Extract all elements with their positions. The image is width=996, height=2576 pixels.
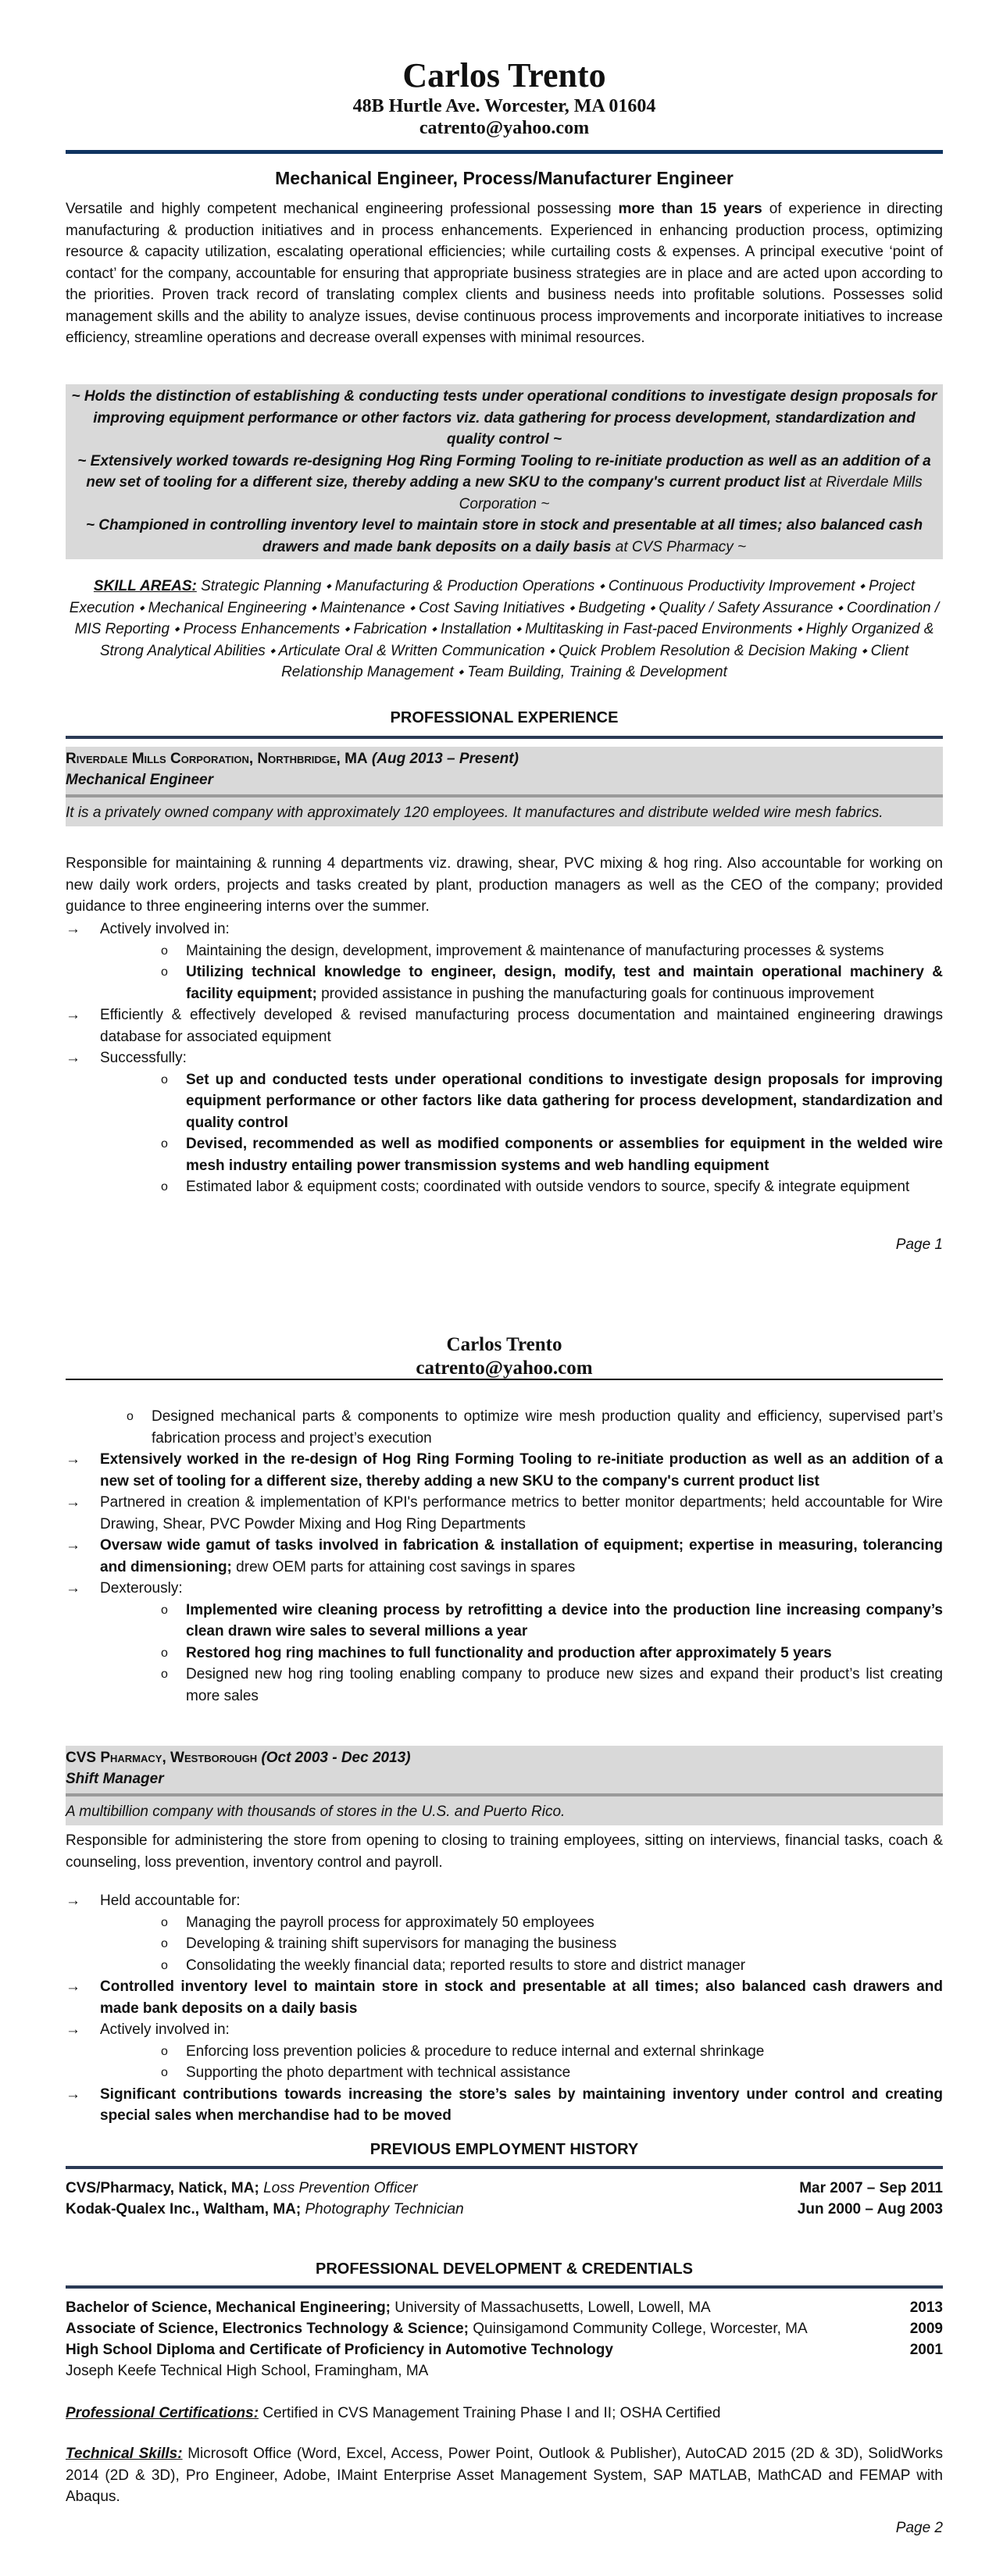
sub-list-item: o Enforcing loss prevention policies & procedure to reduce internal and external shrinkage	[100, 2041, 943, 2063]
summary	[66, 198, 943, 349]
education-row: Bachelor of Science, Mechanical Engineering; University of Massachusetts, Lowell, Lowell, MA 2013	[66, 2297, 943, 2318]
arrow-bullet-icon: →	[66, 1580, 80, 1597]
job-bullets-p2	[66, 1406, 943, 1707]
list-item: → Successfully: o Set up and conducted tests under operational conditions to investigate design proposals for improving equipment performance or other factors like data gathering for process development, standardization and quality control o Devised, recommended as well as modified components or assemblies for equipment in the welded wire mesh industry entailing power transmission systems and web handling equipment o Estimated labor & equipment costs; coordinated with outside vendors to source, specify & integrate equipment	[66, 1047, 943, 1198]
circle-bullet-icon: o	[161, 1958, 168, 1972]
circle-bullet-icon: o	[161, 1180, 168, 1193]
list-item: → Significant contributions towards increasing the store’s sales by maintaining inventory under control and creating special sales when merchandise had to be moved	[66, 2084, 943, 2127]
headline: Mechanical Engineer, Process/Manufacturer Engineer	[275, 168, 734, 188]
certifications: Professional Certifications: Certified in CVS Management Training Phase I and II; OSHA Certified	[66, 2405, 721, 2421]
candidate-name: Carlos Trento	[402, 56, 606, 95]
job-dates: (Aug 2013 – Present)	[367, 751, 519, 767]
circle-bullet-icon: o	[161, 1603, 168, 1617]
employment-row: CVS/Pharmacy, Natick, MA; Loss Prevention Officer Mar 2007 – Sep 2011	[66, 2178, 943, 2199]
circle-bullet-icon: o	[161, 1072, 168, 1086]
section-divider	[66, 736, 943, 739]
job-dates: (Oct 2003 - Dec 2013)	[257, 1750, 411, 1766]
section-title-experience: PROFESSIONAL EXPERIENCE	[390, 709, 619, 726]
circle-bullet-icon: o	[161, 2044, 168, 2058]
list-item: → Actively involved in: o Enforcing loss prevention policies & procedure to reduce internal and external shrinkage o Supporting the photo department with technical assistance	[66, 2019, 943, 2084]
job-title: Mechanical Engineer	[66, 772, 214, 788]
sub-list-item: o Set up and conducted tests under operational conditions to investigate design proposals for improving equipment performance or other factors like data gathering for process development, standardization and quality control	[100, 1069, 943, 1134]
highlights-box	[66, 384, 943, 559]
list-item: → Controlled inventory level to maintain store in stock and presentable at all times; also balanced cash drawers and made bank deposits on a daily basis	[66, 1976, 943, 2019]
arrow-bullet-icon: →	[66, 1050, 80, 1066]
sub-list-item: o Designed mechanical parts & components to optimize wire mesh production quality and efficiency, supervised part’s fabrication process and project’s execution	[66, 1406, 943, 1449]
highlight-item: ~ Extensively worked towards re-designing Hog Ring Forming Tooling to re-initiate production as well as an addition of a new set of tooling for a different size, thereby adding a new SKU to the company's current product list at Riverdale Mills Corporation ~	[77, 452, 931, 512]
sub-list-item: o Devised, recommended as well as modified components or assemblies for equipment in the welded wire mesh industry entailing power transmission systems and web handling equipment	[100, 1133, 943, 1176]
summary-highlight: more than 15 years	[618, 201, 762, 217]
list-item: → Oversaw wide gamut of tasks involved in fabrication & installation of equipment; expertise in measuring, tolerancing and dimensioning; drew OEM parts for attaining cost savings in spares	[66, 1535, 943, 1578]
arrow-bullet-icon: →	[66, 1537, 80, 1554]
section-divider	[66, 2166, 943, 2169]
page-number: Page 2	[895, 2520, 943, 2536]
education-list	[66, 2297, 943, 2382]
job-header-divider	[66, 1793, 943, 1796]
education-year: 2001	[909, 2342, 943, 2358]
email: catrento@yahoo.com	[416, 1358, 593, 1379]
highlight-item: ~ Holds the distinction of establishing & conducting tests under operational conditions to investigate design proposals for improving equipment performance or other factors viz. data gathering for process development, standardization and quality control ~	[71, 388, 937, 448]
section-divider	[66, 2285, 943, 2289]
high-school-name: Joseph Keefe Technical High School, Framingham, MA	[66, 2363, 429, 2379]
sub-list-item: o Managing the payroll process for approximately 50 employees	[100, 1912, 943, 1934]
technical-skills: Technical Skills: Microsoft Office (Word, Excel, Access, Power Point, Outlook & Publisher), AutoCAD 2015 (2D & 3D), SolidWorks 2014 (2D & 3D), Pro Engineer, Adobe, IMaint Enterprise Asset Management System, SAP MATLAB, MathCAD and FEMAP with Abaqus.	[66, 2446, 944, 2505]
circle-bullet-icon: o	[161, 944, 168, 958]
circle-bullet-icon: o	[161, 1937, 168, 1950]
list-item: → Held accountable for: o Managing the payroll process for approximately 50 employees o Developing & training shift supervisors for managing the business o Consolidating the weekly financial data; reported results to store and district manager	[66, 1890, 943, 1976]
education-row: High School Diploma and Certificate of Proficiency in Automotive Technology 2001	[66, 2339, 943, 2360]
job-bullets-cvs	[66, 1890, 943, 2127]
resume-header	[66, 56, 943, 139]
circle-bullet-icon: o	[161, 1915, 168, 1929]
job-header-divider	[66, 794, 943, 797]
circle-bullet-icon: o	[161, 2066, 168, 2079]
circle-bullet-icon: o	[127, 1410, 134, 1423]
job-title: Shift Manager	[66, 1771, 164, 1787]
sub-list-item: o Consolidating the weekly financial data; reported results to store and district manager	[100, 1955, 943, 1977]
job-header-riverdale	[66, 747, 943, 826]
sub-list-item: o Developing & training shift supervisors for managing the business	[100, 1933, 943, 1955]
job-bullets-p1	[66, 919, 943, 1198]
section-title-previous-employment: PREVIOUS EMPLOYMENT HISTORY	[369, 2141, 639, 2158]
skill-areas	[66, 576, 943, 683]
list-item: → Extensively worked in the re-design of Hog Ring Forming Tooling to re-initiate production as well as an addition of a new set of tooling for a different size, thereby adding a new SKU to the company's current product list	[66, 1449, 943, 1492]
highlight-item: ~ Championed in controlling inventory level to maintain store in stock and presentable at all times; also balanced cash drawers and made bank deposits on a daily basis at CVS Pharmacy ~	[85, 517, 923, 555]
previous-employment-list	[66, 2178, 943, 2220]
company-description: It is a privately owned company with approximately 120 employees. It manufactures and distribute welded wire mesh fabrics.	[66, 805, 884, 821]
employment-dates: Jun 2000 – Aug 2003	[797, 2201, 943, 2217]
page2-header	[66, 1333, 943, 1380]
sub-list-item: o Designed new hog ring tooling enabling company to produce new sizes and expand their product’s list creating more sales	[100, 1664, 943, 1707]
skill-areas-list: Strategic Planning ⬩ Manufacturing & Production Operations ⬩ Continuous Productivity Improvement ⬩ Project Execution ⬩ Mechanical Engineering ⬩ Maintenance ⬩ Cost Saving Initiatives ⬩ Budgeting ⬩ Quality / Safety Assurance ⬩ Coordination / MIS Reporting ⬩ Process Enhancements ⬩ Fabrication ⬩ Installation ⬩ Multitasking in Fast-paced Environments ⬩ Highly Organized & Strong Analytical Abilities ⬩ Articulate Oral & Written Communication ⬩ Quick Problem Resolution & Decision Making ⬩ Client Relationship Management ⬩ Team Building, Training & Development	[69, 578, 940, 680]
circle-bullet-icon: o	[161, 965, 168, 979]
section-title-credentials: PROFESSIONAL DEVELOPMENT & CREDENTIALS	[315, 2260, 693, 2278]
sub-list-item: o Utilizing technical knowledge to engineer, design, modify, test and maintain operational machinery & facility equipment; provided assistance in pushing the manufacturing goals for continuous improvement	[100, 962, 943, 1004]
job-responsibility: Responsible for maintaining & running 4 departments viz. drawing, shear, PVC mixing & hog ring. Also accountable for working on new daily work orders, projects and tasks created by plant, production managers as well as the CEO of the company; provided guidance to three engineering interns over the summer.	[66, 855, 943, 915]
arrow-bullet-icon: →	[66, 1494, 80, 1511]
circle-bullet-icon: o	[161, 1137, 168, 1151]
arrow-bullet-icon: →	[66, 1978, 80, 1995]
arrow-bullet-icon: →	[66, 1893, 80, 1909]
page-number: Page 1	[895, 1236, 943, 1253]
list-item: → Partnered in creation & implementation of KPI's performance metrics to better monitor departments; held accountable for Wire Drawing, Shear, PVC Powder Mixing and Hog Ring Departments	[66, 1492, 943, 1535]
company-name: Riverdale Mills Corporation, Northbridge, MA	[66, 751, 368, 767]
summary-text: Versatile and highly competent mechanical engineering professional possessing	[66, 201, 619, 217]
job-responsibility: Responsible for administering the store from opening to closing to training employees, sitting on interviews, financial tasks, coach & counseling, loss prevention, inventory control and payroll.	[66, 1832, 943, 1871]
company-name: CVS Pharmacy, Westborough	[66, 1750, 258, 1766]
arrow-bullet-icon: →	[66, 2021, 80, 2038]
arrow-bullet-icon: →	[66, 921, 80, 937]
list-item: → Dexterously: o Implemented wire cleaning process by retrofitting a device into the production line increasing company’s clean drawn wire sales to several millions a year o Restored hog ring machines to full functionality and production after approximately 5 years o Designed new hog ring tooling enabling company to produce new sizes and expand their product’s list creating more sales	[66, 1578, 943, 1707]
sub-list-item: o Restored hog ring machines to full functionality and production after approximately 5 years	[100, 1643, 943, 1664]
list-item: → Actively involved in: o Maintaining the design, development, improvement & maintenance of manufacturing processes & systems o Utilizing technical knowledge to engineer, design, modify, test and maintain operational machinery & facility equipment; provided assistance in pushing the manufacturing goals for continuous improvement	[66, 919, 943, 1004]
employment-row: Kodak-Qualex Inc., Waltham, MA; Photography Technician Jun 2000 – Aug 2003	[66, 2199, 943, 2220]
sub-list-item: o Supporting the photo department with technical assistance	[100, 2062, 943, 2084]
sub-list-item: o Estimated labor & equipment costs; coordinated with outside vendors to source, specify & integrate equipment	[100, 1176, 943, 1198]
arrow-bullet-icon: →	[66, 1007, 80, 1023]
circle-bullet-icon: o	[161, 1668, 168, 1681]
page2-header-divider	[66, 1379, 943, 1380]
certifications-label: Professional Certifications:	[66, 2405, 259, 2421]
company-description: A multibillion company with thousands of stores in the U.S. and Puerto Rico.	[66, 1804, 566, 1820]
sub-list-item: o Implemented wire cleaning process by retrofitting a device into the production line increasing company’s clean drawn wire sales to several millions a year	[100, 1600, 943, 1643]
header-divider	[66, 150, 943, 154]
sub-list-item: o Maintaining the design, development, improvement & maintenance of manufacturing processes & systems	[100, 940, 943, 962]
education-row: Associate of Science, Electronics Technology & Science; Quinsigamond Community College, Worcester, MA 2009	[66, 2318, 943, 2339]
summary-text: of experience in directing manufacturing & production initiatives and in process enhancements. Experienced in enhancing production process, optimizing resource & capacity utilization, escalating operational efficiencies; while curtailing costs & expenses. A principal executive ‘point of contact’ for the company, accountable for ensuring that appropriate business strategies are in place and are acted upon according to the priorities. Proven track record of translating complex clients and business needs into profitable solutions. Possesses solid management skills and the ability to analyze issues, devise continuous process improvements and incorporate initiatives to increase efficiency, streamline operations and decrease overall expenses with minimal resources.	[66, 201, 943, 346]
technical-skills-label: Technical Skills:	[66, 2446, 183, 2462]
job-header-cvs	[66, 1746, 943, 1825]
arrow-bullet-icon: →	[66, 1451, 80, 1468]
list-item: → Efficiently & effectively developed & revised manufacturing process documentation and maintained engineering drawings database for associated equipment	[66, 1004, 943, 1047]
email: catrento@yahoo.com	[419, 118, 590, 138]
skill-areas-label: SKILL AREAS:	[93, 578, 197, 594]
education-year: 2009	[909, 2321, 943, 2337]
address: 48B Hurtle Ave. Worcester, MA 01604	[352, 96, 656, 116]
circle-bullet-icon: o	[161, 1646, 168, 1660]
candidate-name: Carlos Trento	[446, 1334, 562, 1355]
employment-dates: Mar 2007 – Sep 2011	[799, 2180, 943, 2196]
arrow-bullet-icon: →	[66, 2085, 80, 2103]
education-year: 2013	[909, 2299, 943, 2316]
